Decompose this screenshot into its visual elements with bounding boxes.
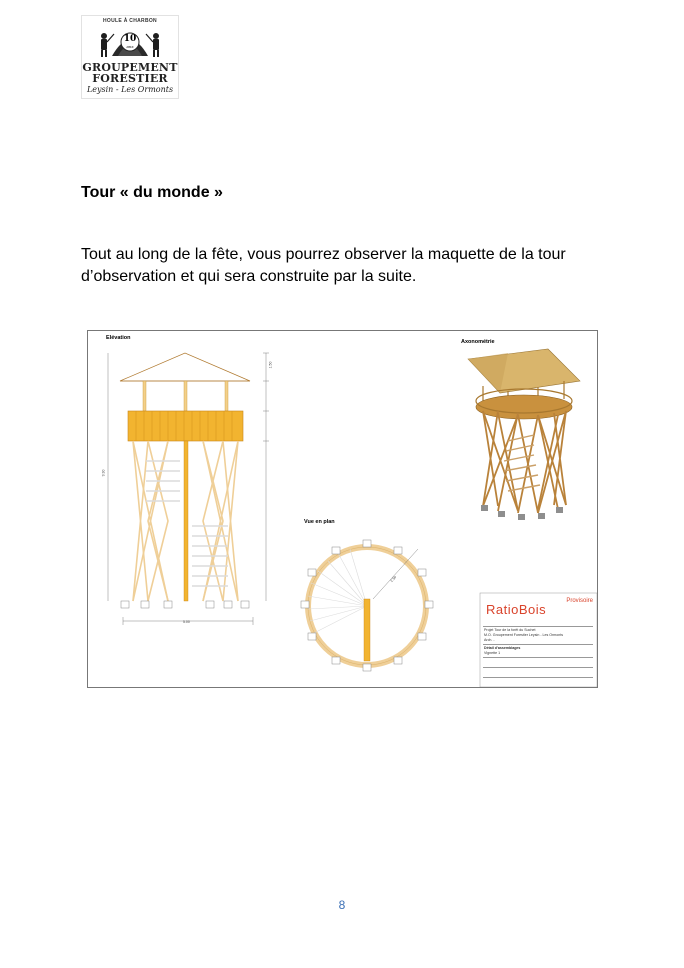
page-number: 8 xyxy=(338,898,346,912)
logo-years: 10 xyxy=(123,34,137,44)
elevation-deck xyxy=(128,411,243,441)
dim-radius: 2.50 xyxy=(389,575,398,583)
logo-line1: GROUPEMENT xyxy=(82,61,178,74)
body-paragraph: Tout au long de la fête, vous pourrez observer la maquette de la tour d’observation et qui sera construite par la suite. xyxy=(81,246,566,285)
title-block-brand: RatioBois xyxy=(486,602,547,617)
elevation-label: Elévation xyxy=(106,335,131,341)
axonometry-label: Axonométrie xyxy=(461,339,495,345)
logo-line2: FORESTIER xyxy=(92,72,168,85)
section-heading: Tour « du monde » xyxy=(81,184,223,201)
title-block-detail-title: Détail d'assemblages xyxy=(484,646,521,650)
title-block-status: Provisoire xyxy=(566,598,593,604)
logo-years-unit: ans xyxy=(126,44,134,49)
dim-roof: 1.50 xyxy=(268,361,273,369)
title-block-detail-sub: Vignette 1 xyxy=(484,651,501,655)
dim-total-height: 9.30 xyxy=(101,469,106,477)
tower-drawing xyxy=(87,330,598,688)
plan-view xyxy=(301,540,433,671)
dim-total-width: 5.00 xyxy=(183,620,190,624)
title-block xyxy=(480,593,597,687)
elevation-view xyxy=(108,353,269,625)
plan-label: Vue en plan xyxy=(304,519,335,525)
elevation-roof xyxy=(120,353,250,381)
axonometry-view xyxy=(468,349,580,520)
logo xyxy=(81,15,179,99)
logo-arc-text: HOULE À CHARBON xyxy=(103,18,157,24)
logo-line3: Leysin - Les Ormonts xyxy=(86,85,174,94)
title-block-owner: M.O. Groupement Forestier Leysin - Les Ormonts xyxy=(484,633,564,637)
title-block-project: Projet Tour de la forêt du Suchet xyxy=(484,628,536,632)
title-block-arch: Arch. - xyxy=(484,638,495,642)
